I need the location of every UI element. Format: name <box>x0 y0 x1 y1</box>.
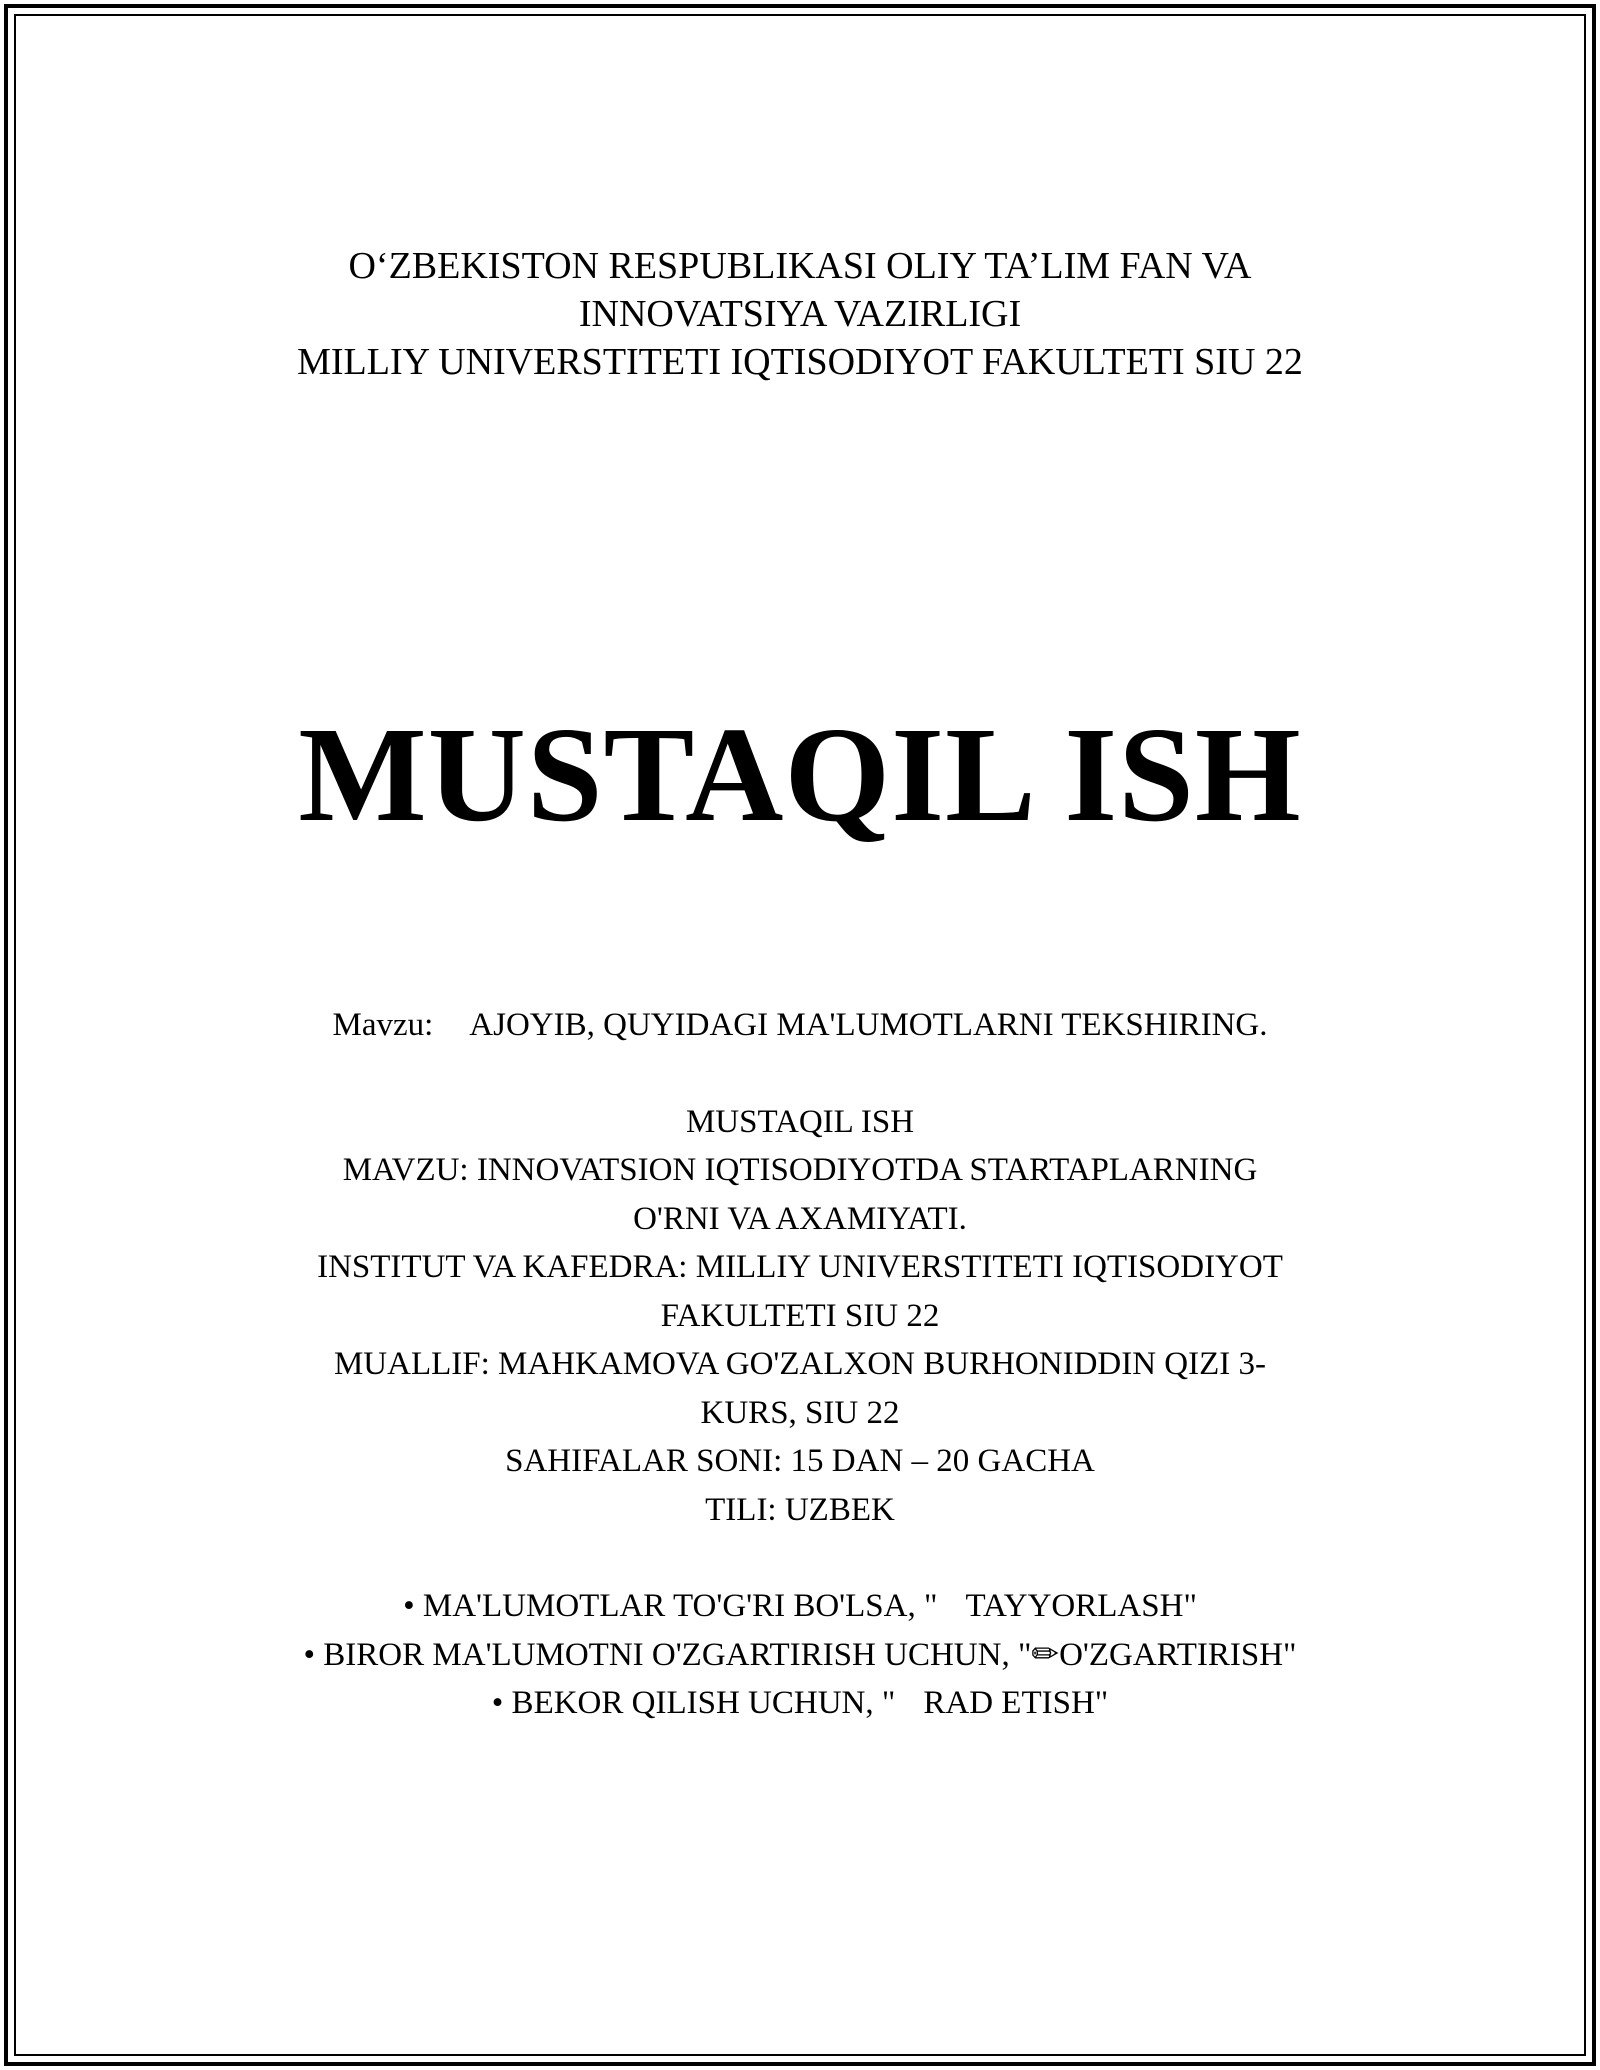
bullet-3-suffix: RAD ETISH" <box>923 1685 1109 1721</box>
detail-line-8: SAHIFALAR SONI: 15 DAN – 20 GACHA <box>505 1443 1095 1479</box>
detail-line-4: INSTITUT VA KAFEDRA: MILLIY UNIVERSTITETI IQTISODIYOT <box>317 1249 1283 1285</box>
detail-line-9: TILI: UZBEK <box>705 1491 895 1528</box>
detail-line-1: MUSTAQIL ISH <box>685 1103 915 1140</box>
topic-line <box>0 1001 1600 1050</box>
header-line-3: MILLIY UNIVERSTITETI IQTISODIYOT FAKULTETI SIU 22 <box>297 341 1303 383</box>
topic-label: Mavzu: <box>332 1007 434 1043</box>
document-body <box>0 1001 1600 1728</box>
detail-line-2: MAVZU: INNOVATSION IQTISODIYOTDA STARTAPLARNING <box>342 1152 1258 1188</box>
header-line-2: INNOVATSIYA VAZIRLIGI <box>578 293 1022 335</box>
spacer <box>0 1534 1600 1582</box>
topic-value: AJOYIB, QUYIDAGI MA'LUMOTLARNI TEKSHIRING. <box>469 1007 1268 1043</box>
bullet-3-prefix: • BEKOR QILISH UCHUN, " <box>491 1685 896 1721</box>
bullet-2-text: • BIROR MA'LUMOTNI O'ZGARTIRISH UCHUN, "✏O'ZGARTIRISH" <box>303 1636 1297 1673</box>
institution-header <box>0 242 1600 386</box>
document-title: MUSTAQIL ISH <box>298 700 1302 850</box>
detail-line-7: KURS, SIU 22 <box>700 1394 900 1431</box>
header-line-1: O‘ZBEKISTON RESPUBLIKASI OLIY TA’LIM FAN VA <box>348 245 1252 287</box>
bullet-item-3 <box>0 1679 1600 1728</box>
spacer <box>0 1050 1600 1098</box>
bullet-item-2 <box>0 1631 1600 1680</box>
detail-line-5: FAKULTETI SIU 22 <box>660 1297 940 1334</box>
bullet-1-prefix: • MA'LUMOTLAR TO'G'RI BO'LSA, " <box>403 1588 938 1624</box>
detail-line-6: MUALLIF: MAHKAMOVA GO'ZALXON BURHONIDDIN QIZI 3- <box>333 1346 1267 1382</box>
detail-line-3: O'RNI VA AXAMIYATI. <box>633 1200 967 1237</box>
bullet-1-suffix: TAYYORLASH" <box>965 1588 1197 1624</box>
bullet-item-1 <box>0 1582 1600 1631</box>
